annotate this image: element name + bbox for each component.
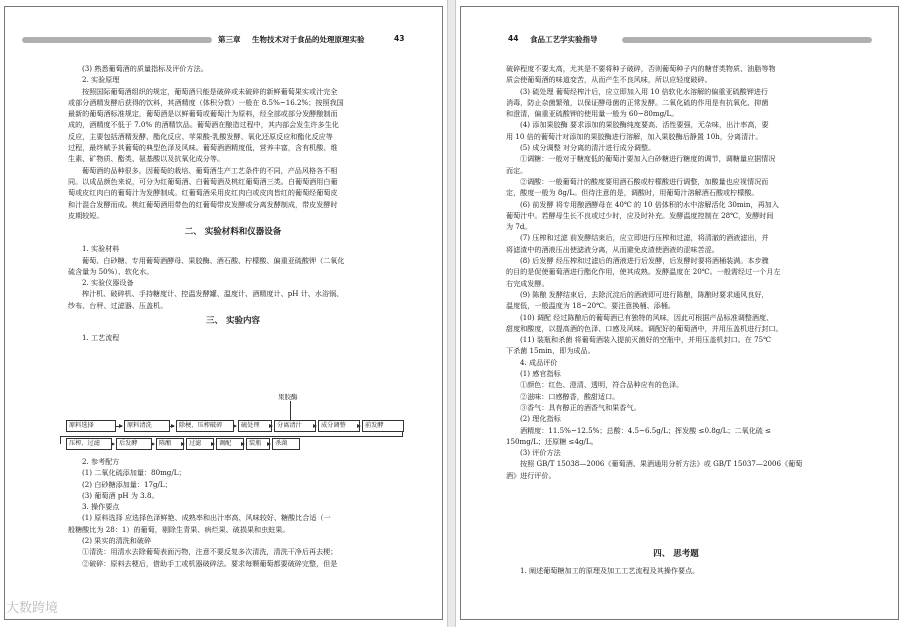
paragraph-line: (2) 果实的清洗和破碎: [82, 536, 152, 546]
flow-step-box: 调配: [216, 438, 244, 450]
paragraph-line: 酒》进行评价。: [506, 470, 556, 480]
paragraph-line: (3) 硫处理 葡萄经榨汁后，应立即加入用 10 倍软化水溶解的偏重亚硫酸钾进行: [520, 86, 768, 96]
paragraph-line: 酒精度：11.5%~12.5%；总酸：4.5~6.5g/L；挥发酸 ≤0.8g/L；二氧化硫 ≤: [520, 425, 772, 435]
flow-step-box: 硫处理: [238, 420, 272, 432]
flow-step-box: 原料选择: [66, 420, 116, 432]
paragraph-line: 皮期较短。: [68, 210, 104, 220]
flow-arrow: [111, 444, 114, 445]
header-decor-bar: [22, 37, 212, 43]
left-body-bottom: [68, 456, 398, 569]
paragraph-line: 甜度和酸度，以提高酒的色泽、口感及风味。调配好的葡萄酒中，并用压盖机进行封口。: [506, 323, 783, 333]
flow-arrow: [315, 426, 316, 427]
flow-arrow: [271, 426, 272, 427]
page-number: 43: [394, 34, 405, 43]
right-page-header: [476, 34, 881, 46]
left-page-header: [22, 34, 427, 46]
paragraph-line: ②滋味：口感醇香，酸甜适口。: [520, 391, 620, 401]
paragraph-line: ②调酸：一般葡萄汁的酸度要用酒石酸或柠檬酸进行调整，加酸量也应视情况而: [520, 176, 769, 186]
flow-arrow: [243, 444, 244, 445]
book-gutter: [447, 0, 455, 627]
paragraph-line: 的目的是促使葡萄酒进行酯化作用，使其成熟。发酵温度在 20℃。一般需经过一个月左: [506, 267, 781, 277]
paragraph-line: 下杀菌 15min，即为成品。: [506, 346, 595, 356]
page-number: 44: [508, 34, 519, 43]
flow-arrow: [151, 444, 154, 445]
process-flow-diagram: [66, 392, 406, 452]
paragraph-line: 2. 实验原理: [82, 75, 120, 85]
paragraph-line: 最新的葡萄酒标准规定，葡萄酒是以鲜葡萄或葡萄汁为原料，经全部或部分发酵酿制而: [68, 109, 338, 119]
flow-label-pectinase: 果胶酶: [278, 393, 298, 401]
flow-step-box: 杀菌: [272, 438, 300, 450]
section-heading: 三、 实验内容: [206, 316, 260, 327]
paragraph-line: 或部分酒精发酵后获得的饮料，其酒精度（体积分数）一般在 8.5%~16.2%；按照我国: [68, 97, 344, 107]
paragraph-line: 消毒，防止杂菌繁殖，以保证酵母菌的正常发酵。二氧化硫的作用是有抗氧化、抑菌: [506, 97, 769, 107]
paragraph-line: 2. 实验仪器设备: [82, 278, 134, 288]
paragraph-line: 破碎程度不要太高，尤其是不要将种子破碎，否则葡萄种子内的糖苷类物质、油脂等物: [506, 64, 776, 73]
left-page: [0, 0, 448, 627]
paragraph-line: 过程，最终赋予其葡萄的典型色泽及风味。葡萄酒酒精度低，营养丰富，含有机酸、维: [68, 143, 338, 153]
flow-connector: [60, 436, 403, 437]
paragraph-line: 榨汁机、破碎机、手持糖度计、控温发酵罐、温度计、酒精度计、pH 计、水浴锅、: [82, 289, 344, 299]
flow-connector: [290, 401, 291, 420]
paragraph-line: (3) 葡萄酒 pH 为 3.8。: [82, 490, 159, 500]
paragraph-line: 质会使葡萄酒的味道变苦，从而产生不良风味，所以应轻度破碎。: [506, 75, 712, 85]
paragraph-line: (3) 评价方法: [520, 448, 561, 458]
right-body-bottom: [506, 544, 846, 577]
flow-step-box: 前发酵: [362, 420, 404, 432]
chapter-title: 生物技术对于食品的处理原理实验: [252, 35, 365, 44]
flow-arrow: [169, 426, 174, 427]
paragraph-line: 葡萄汁中。若酵母生长不良或过少时，应及时补充。发酵温度控制在 28℃，发酵时间: [506, 210, 774, 220]
paragraph-line: 用 10 倍的葡萄汁对添加的果胶酶进行溶解，加入果胶酶后静置 10h，分离清汁。: [506, 131, 763, 141]
flow-step-box: 成分调整: [318, 420, 360, 432]
right-page: [455, 0, 903, 627]
paragraph-line: 为 7d。: [506, 222, 532, 232]
flow-arrow: [359, 426, 360, 427]
paragraph-line: 萄或皮红肉白的葡萄汁为发酵制成。红葡萄酒采用皮红肉白或皮肉皆红的葡萄经葡萄皮: [68, 188, 338, 198]
paragraph-line: 定，酸度一般为 8g/L。但待注意的是，调酸时，用葡萄汁溶解酒石酸或柠檬酸。: [506, 188, 759, 198]
flow-arrow: [213, 444, 214, 445]
header-decor-bar: [622, 37, 872, 43]
paragraph-line: 按照国际葡萄酒组织的规定，葡萄酒只能是破碎或未破碎的新鲜葡萄果实或汁完全: [82, 86, 338, 96]
flow-arrow: [233, 426, 236, 427]
paragraph-line: 温度低，一般温度为 18~20℃。要注意换桶、添桶。: [506, 301, 675, 311]
paragraph-line: 3. 操作要点: [82, 502, 120, 512]
section-heading: 四、 思考题: [653, 549, 699, 559]
paragraph-line: 1. 实验材料: [82, 244, 120, 254]
paragraph-line: 反应，主要包括酒精发酵、酯化反应、苹果酸-乳酸发酵、氧化还原反应和酯化反应等: [68, 131, 333, 141]
flow-step-box: 除梗、压榨破碎: [176, 420, 234, 432]
paragraph-line: (4) 添加果胶酶 要求添加的果胶酶纯度要高、活性要强，无杂味，出汁率高，要: [520, 120, 769, 130]
paragraph-line: (5) 成分调整 对分离的清汁进行成分调整。: [520, 143, 656, 153]
paragraph-line: 4. 成品评价: [520, 357, 558, 367]
paragraph-line: (1) 二氧化硫添加量：80mg/L；: [82, 468, 186, 478]
paragraph-line: ①清洗：用清水去除葡萄表面污物，注意不要反复多次清洗，清洗干净后再去梗；: [82, 547, 338, 557]
flow-arrow: [183, 444, 184, 445]
paragraph-line: (1) 感官指标: [520, 369, 561, 379]
paragraph-line: (1) 原料选择 应选择色泽鲜艳、成熟率和出汁率高、风味较好、糖酸比合适（一: [82, 513, 331, 523]
paragraph-line: 生素、矿物质、酯类、氨基酸以及抗氧化成分等。: [68, 154, 225, 164]
flow-step-box: 装瓶: [246, 438, 270, 450]
flow-step-box: 过滤: [186, 438, 214, 450]
paragraph-line: 1. 阐述葡萄糖加工的原理及加工工艺流程及其操作要点。: [520, 566, 700, 576]
book-title: 食品工艺学实验指导: [530, 35, 598, 44]
paragraph-line: (10) 调配 经过陈酿后的葡萄酒已有独特的风味，因此可根据产品标准调整酒度、: [520, 312, 774, 322]
paragraph-line: (11) 装瓶和杀菌 将葡萄酒装入提前灭菌好的空瓶中，并用压盖机封口。在 75℃: [520, 335, 772, 345]
watermark: 大数跨境: [6, 601, 59, 616]
chapter-label: 第三章: [218, 35, 241, 44]
paragraph-line: 纱布、台秤、过滤器、压盖机。: [68, 300, 168, 310]
paragraph-line: 按照 GB/T 15038—2006《葡萄酒、果酒通用分析方法》或 GB/T 15037—2006《葡萄: [520, 459, 803, 469]
flow-step-box: 原料清洗: [124, 420, 170, 432]
paragraph-line: 和汁混合发酵而成。桃红葡萄酒用带色的红葡萄带皮发酵或分离发酵制成，带皮发酵时: [68, 199, 338, 209]
paragraph-line: 而定。: [506, 165, 528, 175]
flow-connector: [60, 436, 61, 444]
paragraph-line: 般糖酸比为 28：1）的葡萄，剔除生青果、病烂果、破损果和虫蛀果。: [68, 524, 290, 534]
paragraph-line: 成的，酒精度不低于 7.0% 的酒精饮品。葡萄酒在酿造过程中，其内部会发生许多生化: [68, 120, 339, 130]
paragraph-line: ①调糖：一般对于糖度低的葡萄汁要加入白砂糖进行糖度的调节，调糖量应据情况: [520, 154, 776, 164]
right-body: [506, 63, 846, 481]
paragraph-line: (6) 前发酵 将专用酿酒酵母在 40℃ 的 10 倍体积的水中溶解活化 30min，再加入: [520, 199, 779, 209]
flow-arrow: [115, 426, 122, 427]
flow-step-box: 分离清汁: [274, 420, 316, 432]
flow-step-box: 陈酿: [156, 438, 184, 450]
paragraph-line: (8) 后发酵 经压榨和过滤后的酒液进行后发酵，后发酵时要将酒桶装满。本步骤: [520, 256, 769, 266]
paragraph-line: (3) 熟悉葡萄酒的质量指标及评价方法。: [82, 64, 208, 73]
paragraph-line: ②破碎：原料去梗后，借助手工或机器破碎法。要求每颗葡萄都要破碎完整，但是: [82, 558, 338, 568]
paragraph-line: 150mg/L；还原糖 ≤4g/L。: [506, 436, 598, 446]
left-body-mid: [68, 222, 398, 344]
paragraph-line: 和澄清，偏重亚硫酸钾的使用量一般为 60~80mg/L。: [506, 109, 679, 119]
paragraph-line: (9) 陈酿 发酵结束后，去除沉淀后的酒液即可进行陈酿，陈酿时要求通风良好，: [520, 289, 769, 299]
flow-step-box: 压榨、过滤: [66, 438, 112, 450]
flow-step-box: 后发酵: [116, 438, 152, 450]
paragraph-line: 2. 参考配方: [82, 457, 120, 466]
paragraph-line: 葡萄酒的品种很多，因葡萄的栽培、葡萄酒生产工艺条件的不同，产品风格各不相: [82, 165, 338, 175]
paragraph-line: 1. 工艺流程: [82, 333, 120, 343]
paragraph-line: ①颜色：红色、澄清、透明，符合品种应有的色泽。: [520, 380, 684, 390]
paragraph-line: 葡萄、白砂糖、专用葡萄酒酵母、果胶酶、酒石酸、柠檬酸、偏重亚硫酸钾（二氧化: [82, 255, 345, 265]
paragraph-line: 将滤渣中的酒液压出使滤液分离，从而避免皮渣使酒液的涩味苦涩。: [506, 244, 719, 254]
paragraph-line: 同。以成品颜色来说，可分为红葡萄酒、白葡萄酒及桃红葡萄酒三类。白葡萄酒用白葡: [68, 176, 338, 186]
paragraph-line: ③香气：具有醇正的酒香气和果香气。: [520, 402, 641, 412]
paragraph-line: (2) 白砂糖添加量：17g/L；: [82, 479, 172, 489]
paragraph-line: (2) 理化指标: [520, 414, 561, 424]
paragraph-line: 硫含量为 50%）、软化水。: [68, 266, 154, 276]
section-heading: 二、 实验材料和仪器设备: [184, 227, 282, 237]
paragraph-line: 右完成发酵。: [506, 278, 549, 288]
paragraph-line: (7) 压榨和过滤 前发酵结束后，应立即进行压榨和过滤，将清澈的酒液滤出，并: [520, 233, 769, 243]
left-body-top: [68, 63, 398, 221]
flow-arrow: [269, 444, 270, 445]
